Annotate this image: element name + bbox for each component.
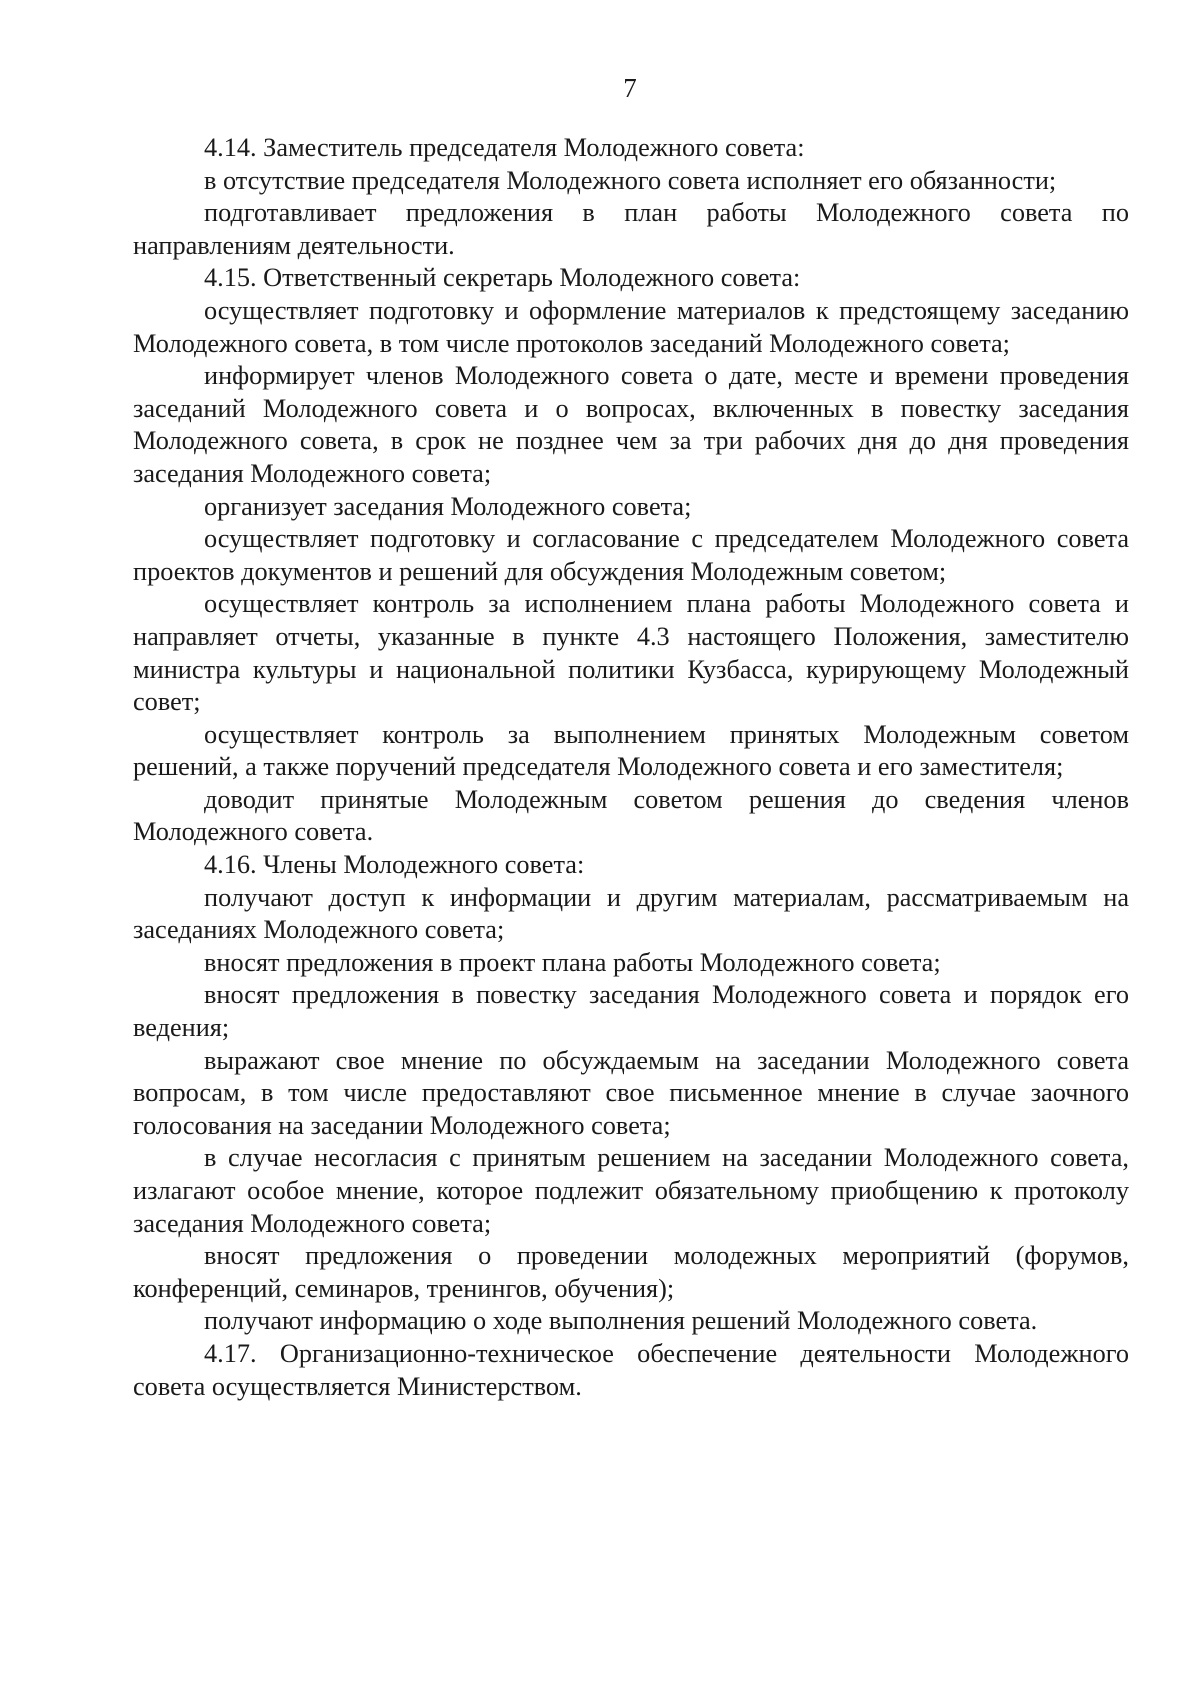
paragraph: подготавливает предложения в план работы Молодежного совета по направлениям деятельности.: [133, 198, 1129, 260]
paragraph: 4.15. Ответственный секретарь Молодежного совета:: [204, 263, 801, 293]
paragraph: информирует членов Молодежного совета о дате, месте и времени проведения заседаний Молодежного совета и о вопросах, включенных в повестку заседания Молодежного совета, в срок не позднее чем за три рабочих дня до дня проведения заседания Молодежного совета;: [133, 361, 1129, 488]
paragraph: выражают свое мнение по обсуждаемым на заседании Молодежного совета вопросам, в том числе предоставляют свое письменное мнение в случае заочного голосования на заседании Молодежного совета;: [133, 1045, 1129, 1140]
paragraph: получают доступ к информации и другим материалам, рассматриваемым на заседаниях Молодежного совета;: [133, 882, 1129, 945]
paragraph: вносят предложения в проект плана работы Молодежного совета;: [204, 947, 941, 977]
paragraph: осуществляет подготовку и согласование с председателем Молодежного совета проектов документов и решений для обсуждения Молодежным советом;: [133, 524, 1129, 586]
paragraph: 4.16. Члены Молодежного совета:: [204, 850, 585, 880]
paragraph: в случае несогласия с принятым решением на заседании Молодежного совета, излагают особое мнение, которое подлежит обязательному приобщению к протоколу заседания Молодежного совета;: [133, 1143, 1129, 1238]
paragraph: вносят предложения о проведении молодежных мероприятий (форумов, конференций, семинаров, тренингов, обучения);: [133, 1241, 1129, 1303]
paragraph: осуществляет контроль за выполнением принятых Молодежным советом решений, а также поручений председателя Молодежного совета и его заместителя;: [133, 719, 1129, 782]
paragraph: получают информацию о ходе выполнения решений Молодежного совета.: [204, 1306, 1038, 1336]
paragraph: 4.14. Заместитель председателя Молодежного совета:: [204, 133, 805, 162]
paragraph: осуществляет контроль за исполнением плана работы Молодежного совета и направляет отчеты, указанные в пункте 4.3 настоящего Положения, заместителю министра культуры и национальной политики Кузбасса, курирующему Молодежный совет;: [133, 589, 1129, 717]
paragraph: организует заседания Молодежного совета;: [204, 491, 692, 521]
page-number: 7: [623, 73, 637, 103]
document-body: [133, 132, 1129, 1403]
paragraph: доводит принятые Молодежным советом решения до сведения членов Молодежного совета.: [133, 784, 1129, 847]
paragraph: вносят предложения в повестку заседания Молодежного совета и порядок его ведения;: [133, 980, 1129, 1043]
paragraph: в отсутствие председателя Молодежного совета исполняет его обязанности;: [204, 165, 1057, 195]
paragraph: осуществляет подготовку и оформление материалов к предстоящему заседанию Молодежного совета, в том числе протоколов заседаний Молодежного совета;: [133, 295, 1129, 358]
paragraph: 4.17. Организационно-техническое обеспечение деятельности Молодежного совета осуществляется Министерством.: [133, 1338, 1129, 1401]
